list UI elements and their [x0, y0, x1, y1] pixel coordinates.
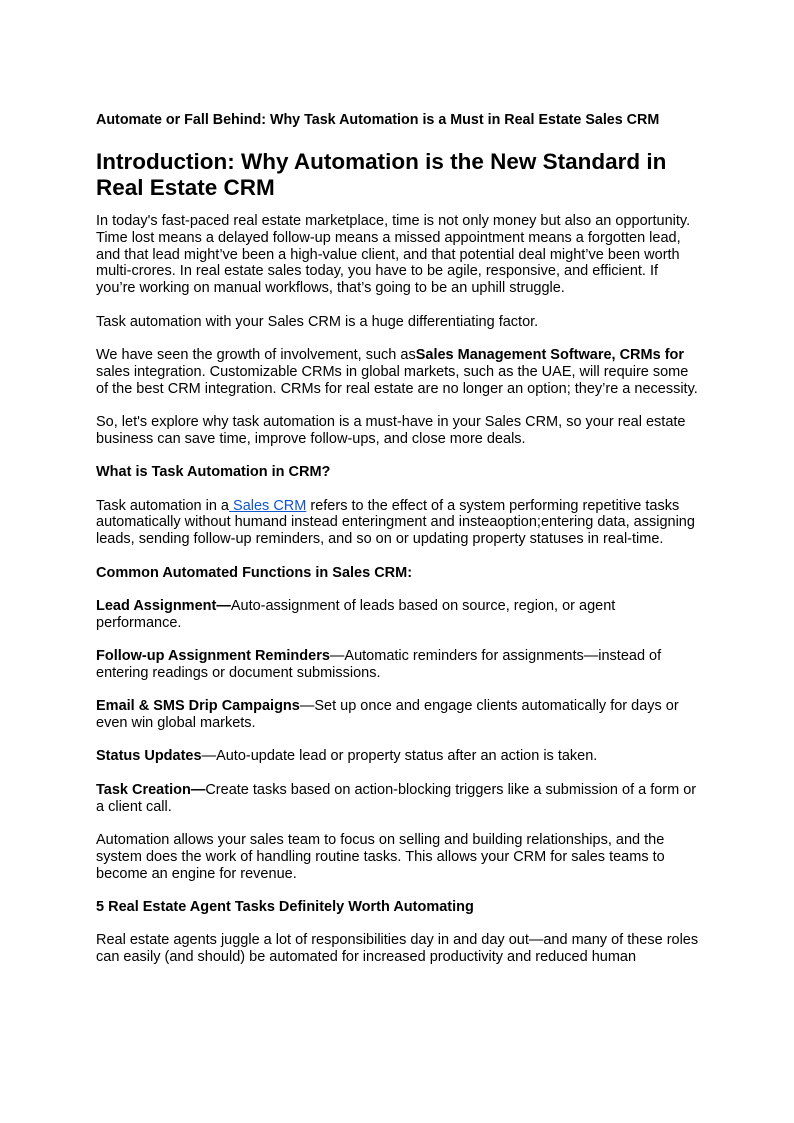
definition-paragraph	[96, 498, 700, 548]
function-name: Lead Assignment—	[96, 597, 231, 614]
function-desc: —Automatic reminders for assignments—instead of entering readings or document submissions.	[96, 648, 662, 681]
function-item	[96, 782, 700, 816]
text: We have seen the growth of involvement, such as	[96, 346, 416, 363]
function-name: Task Creation—	[96, 781, 206, 798]
explore-paragraph: So, let's explore why task automation is a must-have in your Sales CRM, so your real estate business can save time, improve follow-ups, and close more deals.	[96, 413, 686, 447]
five-tasks-heading: 5 Real Estate Agent Tasks Definitely Worth Automating	[96, 899, 474, 916]
function-item	[96, 748, 700, 765]
function-item	[96, 698, 700, 732]
function-desc: Auto-assignment of leads based on source, region, or agent performance.	[96, 597, 616, 631]
function-desc: —Auto-update lead or property status after an action is taken.	[201, 748, 598, 765]
function-name: Status Updates	[96, 748, 202, 765]
automation-benefit-paragraph: Automation allows your sales team to focus on selling and building relationships, and the system does the work of handling routine tasks. This allows your CRM for sales teams to become an engine for revenue.	[96, 832, 665, 882]
text: Task automation in a	[96, 497, 229, 514]
document-page	[96, 112, 700, 983]
agents-paragraph: Real estate agents juggle a lot of responsibilities day in and day out—and many of these roles can easily (and should) be automated for increased productivity and reduced human	[96, 932, 699, 966]
function-desc: Create tasks based on action-blocking triggers like a submission of a form or a client call.	[96, 781, 697, 815]
text: refers to the effect of a system performing repetitive tasks automatically without humand instead enteringment and insteaoption;entering data, assigning leads, sending follow-up reminders, and so on or updating property statuses in real-time.	[96, 497, 695, 548]
growth-paragraph	[96, 347, 700, 397]
differentiator-paragraph: Task automation with your Sales CRM is a huge differentiating factor.	[96, 313, 539, 330]
intro-paragraph: In today's fast-paced real estate marketplace, time is not only money but also an opportunity. Time lost means a delayed follow-up means a missed appointment means a forgotten lead, and that lead might’ve been a high-value client, and that potential deal might’ve been worth multi-crores. In real estate sales today, you have to be agile, responsive, and efficient. If you’re working on manual workflows, that’s going to be an uphill struggle.	[96, 213, 691, 297]
function-desc: —Set up once and engage clients automatically for days or even win global markets.	[96, 698, 679, 732]
what-is-heading: What is Task Automation in CRM?	[96, 464, 331, 481]
text: sales integration. Customizable CRMs in global markets, such as the UAE, will require some of the best CRM integration. CRMs for real estate are no longer an option; they’re a necessity.	[96, 363, 698, 397]
function-name: Follow-up Assignment Reminders	[96, 648, 330, 665]
function-name: Email & SMS Drip Campaigns	[96, 698, 300, 715]
common-functions-heading: Common Automated Functions in Sales CRM:	[96, 564, 413, 581]
bold-text: Sales Management Software, CRMs for	[415, 346, 685, 363]
document-title: Automate or Fall Behind: Why Task Automation is a Must in Real Estate Sales CRM	[96, 112, 660, 128]
sales-crm-link[interactable]: Sales CRM	[229, 497, 307, 514]
function-item	[96, 648, 700, 682]
intro-heading: Introduction: Why Automation is the New Standard in Real Estate CRM	[96, 149, 667, 200]
function-item	[96, 598, 700, 632]
